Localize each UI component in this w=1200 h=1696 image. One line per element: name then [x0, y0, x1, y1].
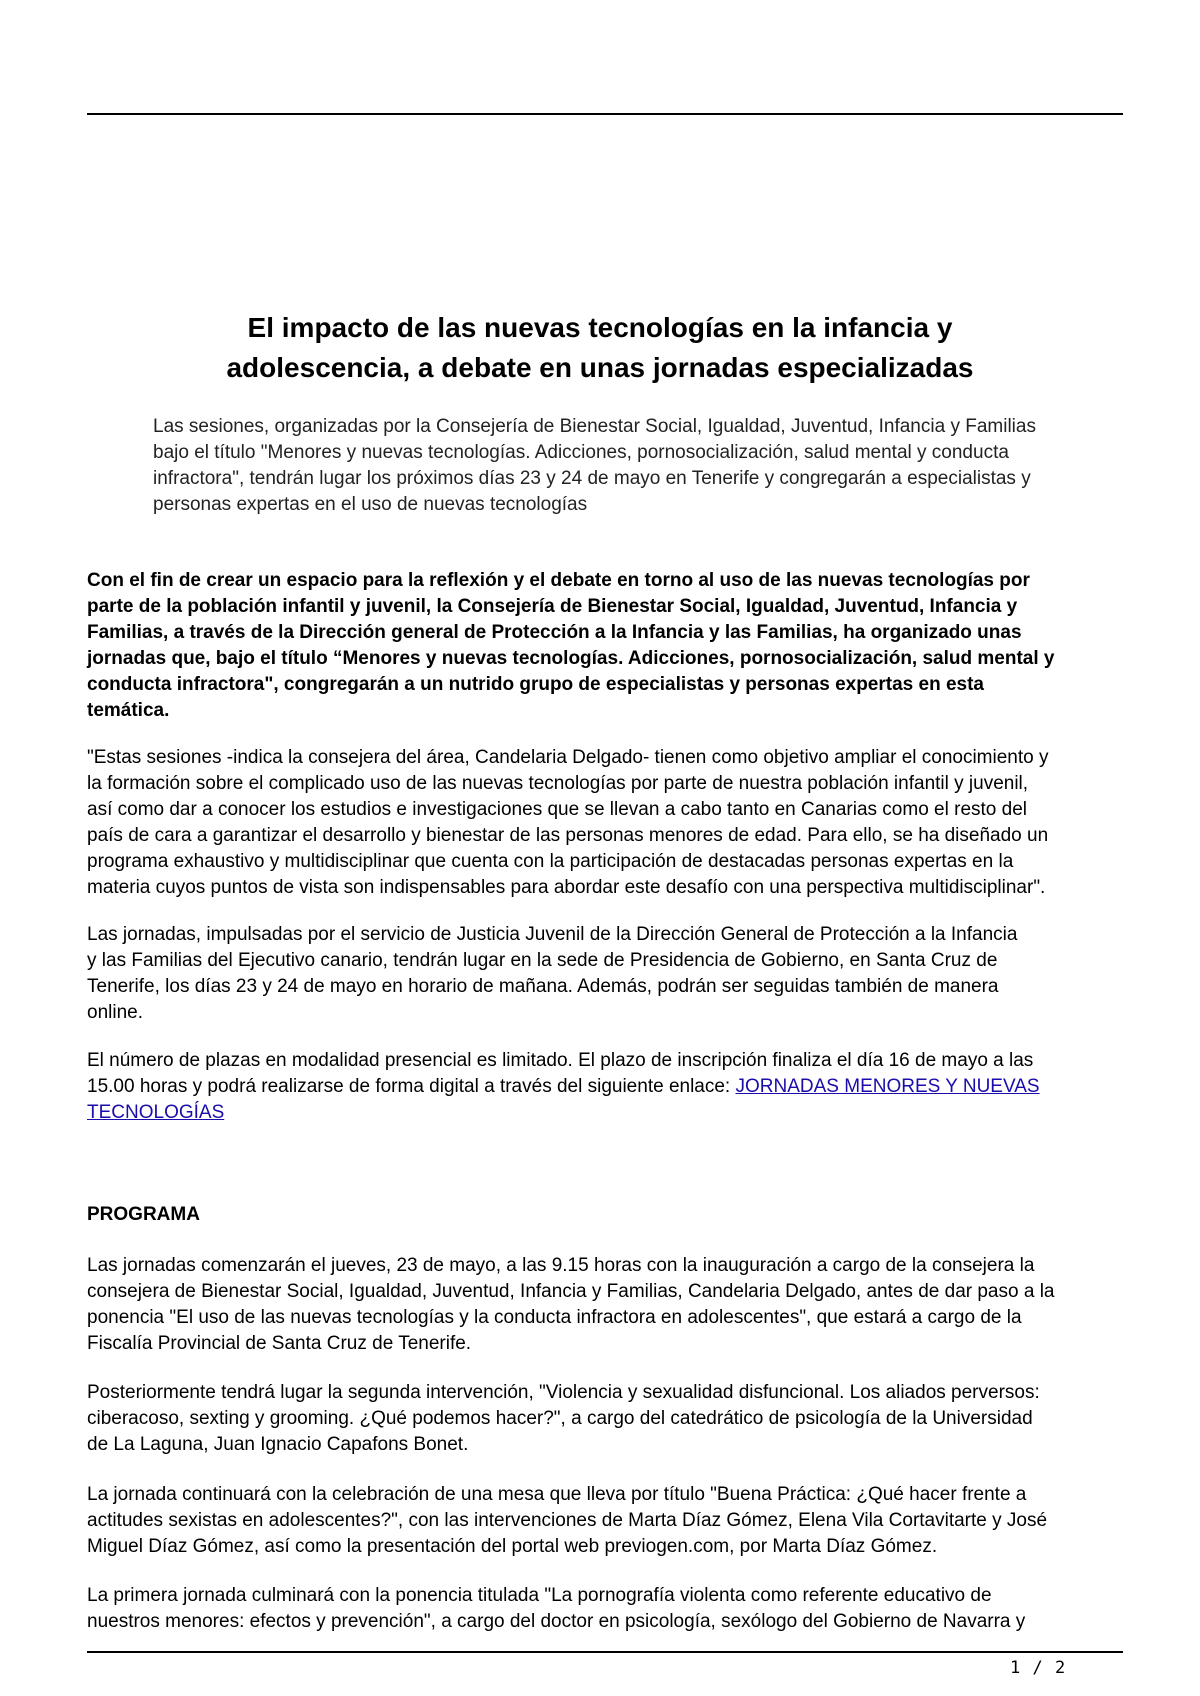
paragraph-line: Posteriormente tendrá lugar la segunda intervención, "Violencia y sexualidad disfuncional. Los aliados perversos: [87, 1382, 1040, 1403]
program-paragraph-second [87, 1380, 1123, 1458]
lead-paragraph [87, 568, 1123, 724]
paragraph-line: actitudes sexistas en adolescentes?", con las intervenciones de Marta Díaz Gómez, Elena Vila Cortavitarte y José [87, 1510, 1048, 1531]
paragraph-line: consejera de Bienestar Social, Igualdad, Juventud, Infancia y Familias, Candelaria Delgado, antes de dar paso a la [87, 1281, 1055, 1302]
paragraph-line: Fiscalía Provincial de Santa Cruz de Tenerife. [87, 1333, 472, 1354]
paragraph-text: 15.00 horas y podrá realizarse de forma digital a través del siguiente enlace: [87, 1076, 736, 1097]
paragraph-line: de La Laguna, Juan Ignacio Capafons Bonet. [87, 1434, 469, 1455]
footer-rule [87, 1651, 1123, 1653]
subtitle-line: Las sesiones, organizadas por la Consejería de Bienestar Social, Igualdad, Juventud, Infancia y Familias [153, 416, 1036, 437]
title-line: El impacto de las nuevas tecnologías en la infancia y [247, 312, 953, 343]
paragraph-line: ponencia "El uso de las nuevas tecnologías y la conducta infractora en adolescentes", que estará a cargo de la [87, 1307, 1022, 1328]
lead-line: temática. [87, 700, 170, 721]
paragraph-line: "Estas sesiones -indica la consejera del área, Candelaria Delgado- tienen como objetivo ampliar el conocimiento y [87, 747, 1049, 768]
paragraph-line: la formación sobre el complicado uso de las nuevas tecnologías por parte de nuestra población infantil y juvenil, [87, 773, 1029, 794]
paragraph-line: Las jornadas, impulsadas por el servicio de Justicia Juvenil de la Dirección General de Protección a la Infancia [87, 924, 1018, 945]
article-subtitle [153, 414, 1113, 518]
paragraph-line: online. [87, 1002, 143, 1023]
lead-line: conducta infractora", congregarán a un nutrido grupo de especialistas y personas expertas en esta [87, 674, 984, 695]
paragraph-line [87, 1100, 1123, 1126]
registration-link-continued[interactable]: TECNOLOGÍAS [87, 1102, 225, 1123]
paragraph-line: materia cuyos puntos de vista son indispensables para abordar este desafío con una perspectiva multidisciplinar". [87, 877, 1046, 898]
paragraph-line: Tenerife, los días 23 y 24 de mayo en horario de mañana. Además, podrán ser seguidas también de manera [87, 976, 999, 997]
paragraph-line: así como dar a conocer los estudios e investigaciones que se llevan a cabo tanto en Canarias como el resto del [87, 799, 1027, 820]
paragraph-line: programa exhaustivo y multidisciplinar que cuenta con la participación de destacadas personas expertas en la [87, 851, 1014, 872]
title-line: adolescencia, a debate en unas jornadas especializadas [226, 352, 974, 383]
paragraph-line: La primera jornada culminará con la ponencia titulada "La pornografía violenta como referente educativo de [87, 1585, 992, 1606]
paragraph-line: ciberacoso, sexting y grooming. ¿Qué podemos hacer?", a cargo del catedrático de psicología de la Universidad [87, 1408, 1033, 1429]
subtitle-line: infractora", tendrán lugar los próximos días 23 y 24 de mayo en Tenerife y congregarán a especialistas y [153, 468, 1031, 489]
paragraph-line: El número de plazas en modalidad presencial es limitado. El plazo de inscripción finaliza el día 16 de mayo a las [87, 1050, 1034, 1071]
lead-line: parte de la población infantil y juvenil, la Consejería de Bienestar Social, Igualdad, Juventud, Infancia y [87, 596, 1018, 617]
subtitle-line: bajo el título "Menores y nuevas tecnologías. Adicciones, pornosocialización, salud mental y conducta [153, 442, 1009, 463]
subtitle-line: personas expertas en el uso de nuevas tecnologías [153, 494, 588, 515]
paragraph-line: Miguel Díaz Gómez, así como la presentación del portal web previogen.com, por Marta Díaz Gómez. [87, 1536, 938, 1557]
page-number: 1 / 2 [1010, 1658, 1067, 1678]
paragraph-line [87, 1074, 1123, 1100]
paragraph-line: país de cara a garantizar el desarrollo y bienestar de las personas menores de edad. Para ello, se ha diseñado un [87, 825, 1049, 846]
program-heading: PROGRAMA [87, 1204, 200, 1225]
quote-paragraph [87, 745, 1123, 901]
registration-link[interactable]: JORNADAS MENORES Y NUEVAS [735, 1076, 1040, 1097]
paragraph-line: nuestros menores: efectos y prevención", a cargo del doctor en psicología, sexólogo del Gobierno de Navarra y [87, 1611, 1026, 1632]
lead-line: jornadas que, bajo el título “Menores y nuevas tecnologías. Adicciones, pornosocialización, salud mental y [87, 648, 1055, 669]
lead-line: Familias, a través de la Dirección general de Protección a la Infancia y las Familias, ha organizado unas [87, 622, 1022, 643]
header-rule [87, 113, 1123, 115]
program-paragraph-panel [87, 1482, 1123, 1560]
paragraph-line: y las Familias del Ejecutivo canario, tendrán lugar en la sede de Presidencia de Gobierno, en Santa Cruz de [87, 950, 998, 971]
lead-line: Con el fin de crear un espacio para la reflexión y el debate en torno al uso de las nuevas tecnologías por [87, 570, 1030, 591]
article-title [110, 308, 1090, 388]
program-paragraph-closing [87, 1583, 1123, 1635]
registration-paragraph [87, 1048, 1123, 1126]
venue-paragraph [87, 922, 1123, 1026]
program-paragraph-opening [87, 1253, 1123, 1357]
paragraph-line: Las jornadas comenzarán el jueves, 23 de mayo, a las 9.15 horas con la inauguración a cargo de la consejera la [87, 1255, 1035, 1276]
paragraph-line: La jornada continuará con la celebración de una mesa que lleva por título "Buena Práctica: ¿Qué hacer frente a [87, 1484, 1027, 1505]
